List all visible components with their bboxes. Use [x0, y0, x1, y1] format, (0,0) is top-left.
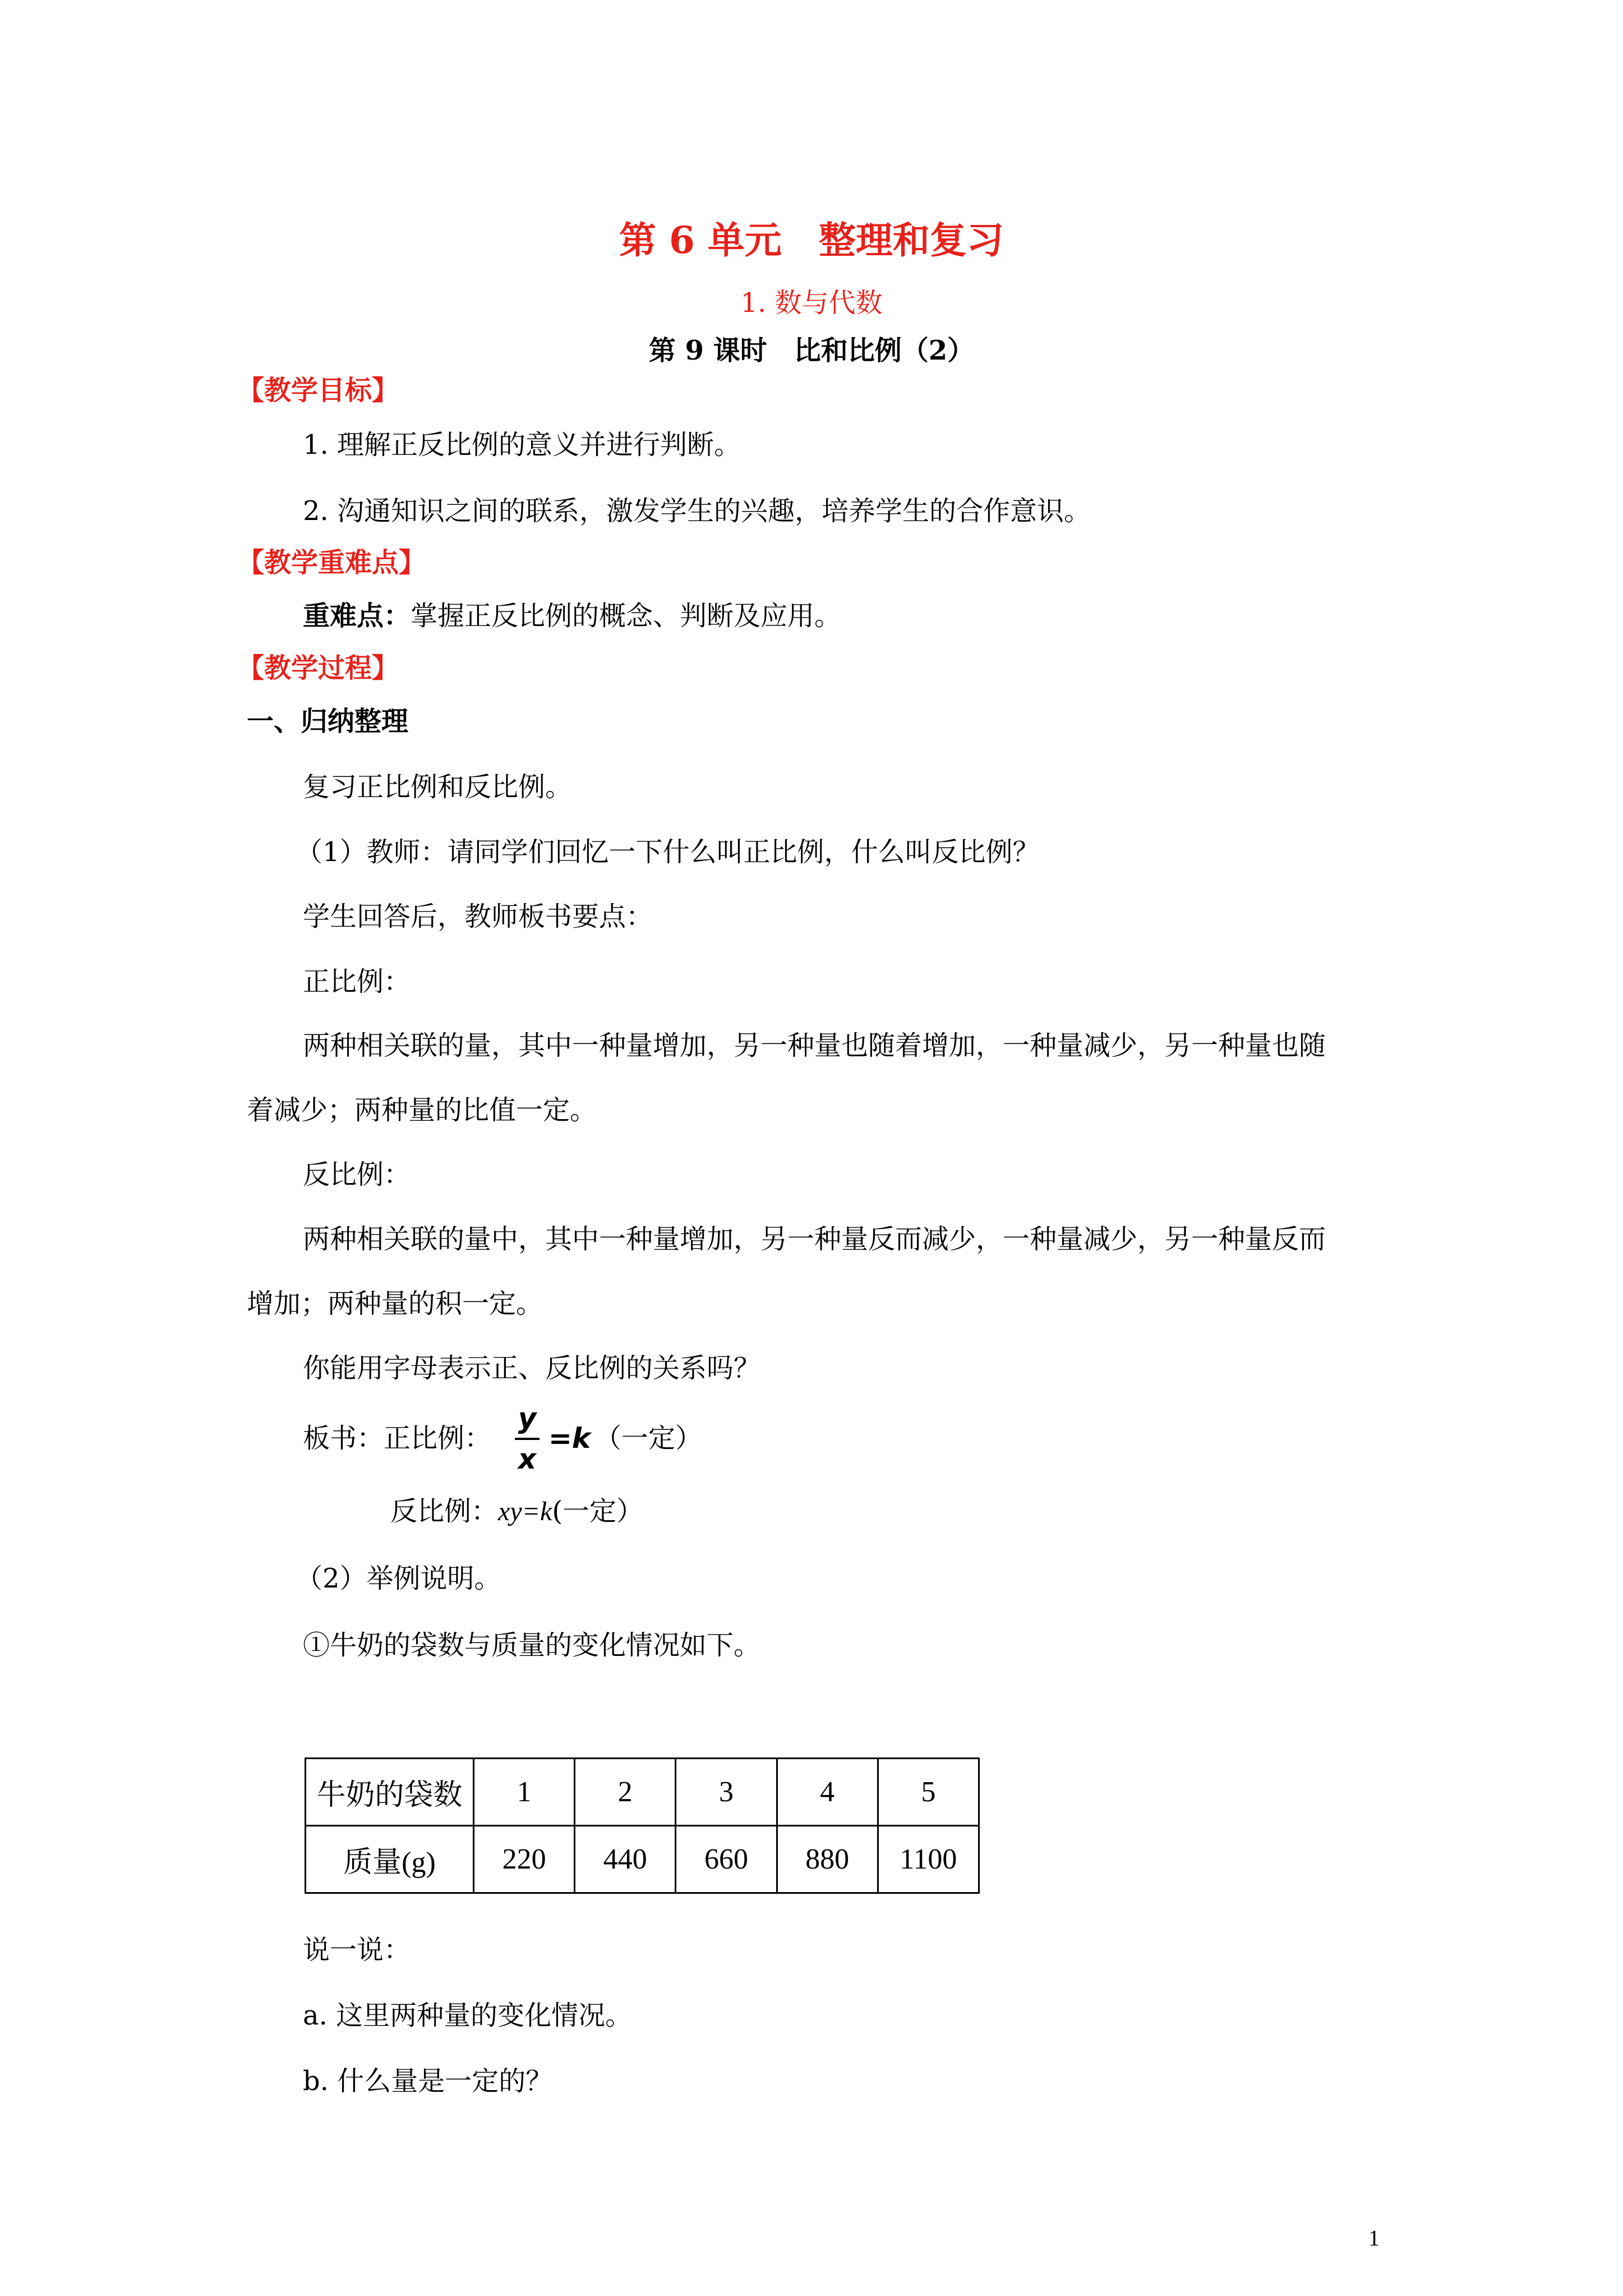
inverse-proportion-label: 反比例： — [303, 1159, 411, 1190]
inverse-formula-label: 反比例： — [390, 1496, 499, 1527]
paragraph-b: b. 什么量是一定的？ — [303, 2065, 553, 2097]
table-row — [306, 1826, 979, 1893]
inverse-proportion-line-2: 增加；两种量的积一定。 — [247, 1288, 543, 1319]
table-cell: 440 — [575, 1826, 676, 1893]
formula-equals-k — [548, 1423, 591, 1454]
table-cell: 2 — [575, 1759, 676, 1826]
table-cell: 3 — [676, 1759, 777, 1826]
milk-table — [305, 1757, 980, 1894]
subsection-title: 1. 数与代数 — [740, 287, 883, 319]
section-1-title: 一、归纳整理 — [247, 706, 409, 737]
direct-proportion-line-2: 着减少；两种量的比值一定。 — [247, 1094, 597, 1126]
goals-label: 【教学目标】 — [237, 375, 399, 406]
inverse-proportion-line-1: 两种相关联的量中，其中一种量增加，另一种量反而减少，一种量减少，另一种量反而 — [303, 1223, 1326, 1255]
table-header-cell: 牛奶的袋数 — [306, 1759, 474, 1826]
key-points-line — [303, 600, 841, 632]
inverse-formula-line — [390, 1496, 643, 1527]
direct-proportion-label: 正比例： — [303, 966, 411, 997]
table-cell: 660 — [676, 1826, 777, 1893]
fraction-numerator: y — [518, 1402, 537, 1434]
table-cell: 880 — [777, 1826, 878, 1893]
fraction-denominator: x — [518, 1443, 537, 1475]
table-cell: 220 — [474, 1826, 575, 1893]
direct-proportion-line-1: 两种相关联的量，其中一种量增加，另一种量也随着增加，一种量减少，另一种量也随 — [303, 1030, 1326, 1061]
table-cell: 5 — [878, 1759, 979, 1826]
paragraph-milk-intro: ①牛奶的袋数与质量的变化情况如下。 — [303, 1630, 761, 1661]
board-prefix: 板书：正比例： — [303, 1423, 492, 1454]
paragraph-question-1: （1）教师：请同学们回忆一下什么叫正比例，什么叫反比例？ — [296, 836, 1040, 868]
paragraph-review: 复习正比例和反比例。 — [303, 771, 573, 803]
unit-title: 第 6 单元 整理和复习 — [619, 218, 1004, 262]
page-number: 1 — [1368, 2225, 1380, 2251]
inverse-formula-suffix: (一定） — [552, 1496, 644, 1527]
paragraph-answer: 学生回答后，教师板书要点： — [303, 901, 653, 932]
key-points-text: 掌握正反比例的概念、判断及应用。 — [411, 600, 842, 632]
table-cell: 1100 — [878, 1826, 979, 1893]
key-points-term: 重难点： — [303, 600, 411, 632]
key-points-label: 【教学重难点】 — [237, 547, 426, 578]
table-cell: 4 — [777, 1759, 878, 1826]
table-header-cell: 质量(g) — [306, 1826, 474, 1893]
fraction-bar — [515, 1438, 540, 1440]
inverse-formula: xy=k — [498, 1497, 552, 1526]
goal-item-2: 2. 沟通知识之间的联系，激发学生的兴趣，培养学生的合作意识。 — [303, 495, 1091, 527]
paragraph-letters: 你能用字母表示正、反比例的关系吗？ — [303, 1352, 761, 1384]
paragraph-say: 说一说： — [303, 1934, 411, 1966]
paragraph-example: （2）举例说明。 — [296, 1563, 501, 1594]
lesson-title: 第 9 课时 比和比例（2） — [648, 335, 975, 366]
paragraph-a: a. 这里两种量的变化情况。 — [303, 2000, 633, 2031]
table-row — [306, 1759, 979, 1826]
process-label: 【教学过程】 — [237, 652, 399, 684]
formula-equals-sign: = — [548, 1422, 572, 1455]
goal-item-1: 1. 理解正反比例的意义并进行判断。 — [303, 429, 741, 461]
formula-k: k — [571, 1422, 591, 1455]
table-cell: 1 — [474, 1759, 575, 1826]
board-suffix: （一定） — [594, 1423, 703, 1454]
